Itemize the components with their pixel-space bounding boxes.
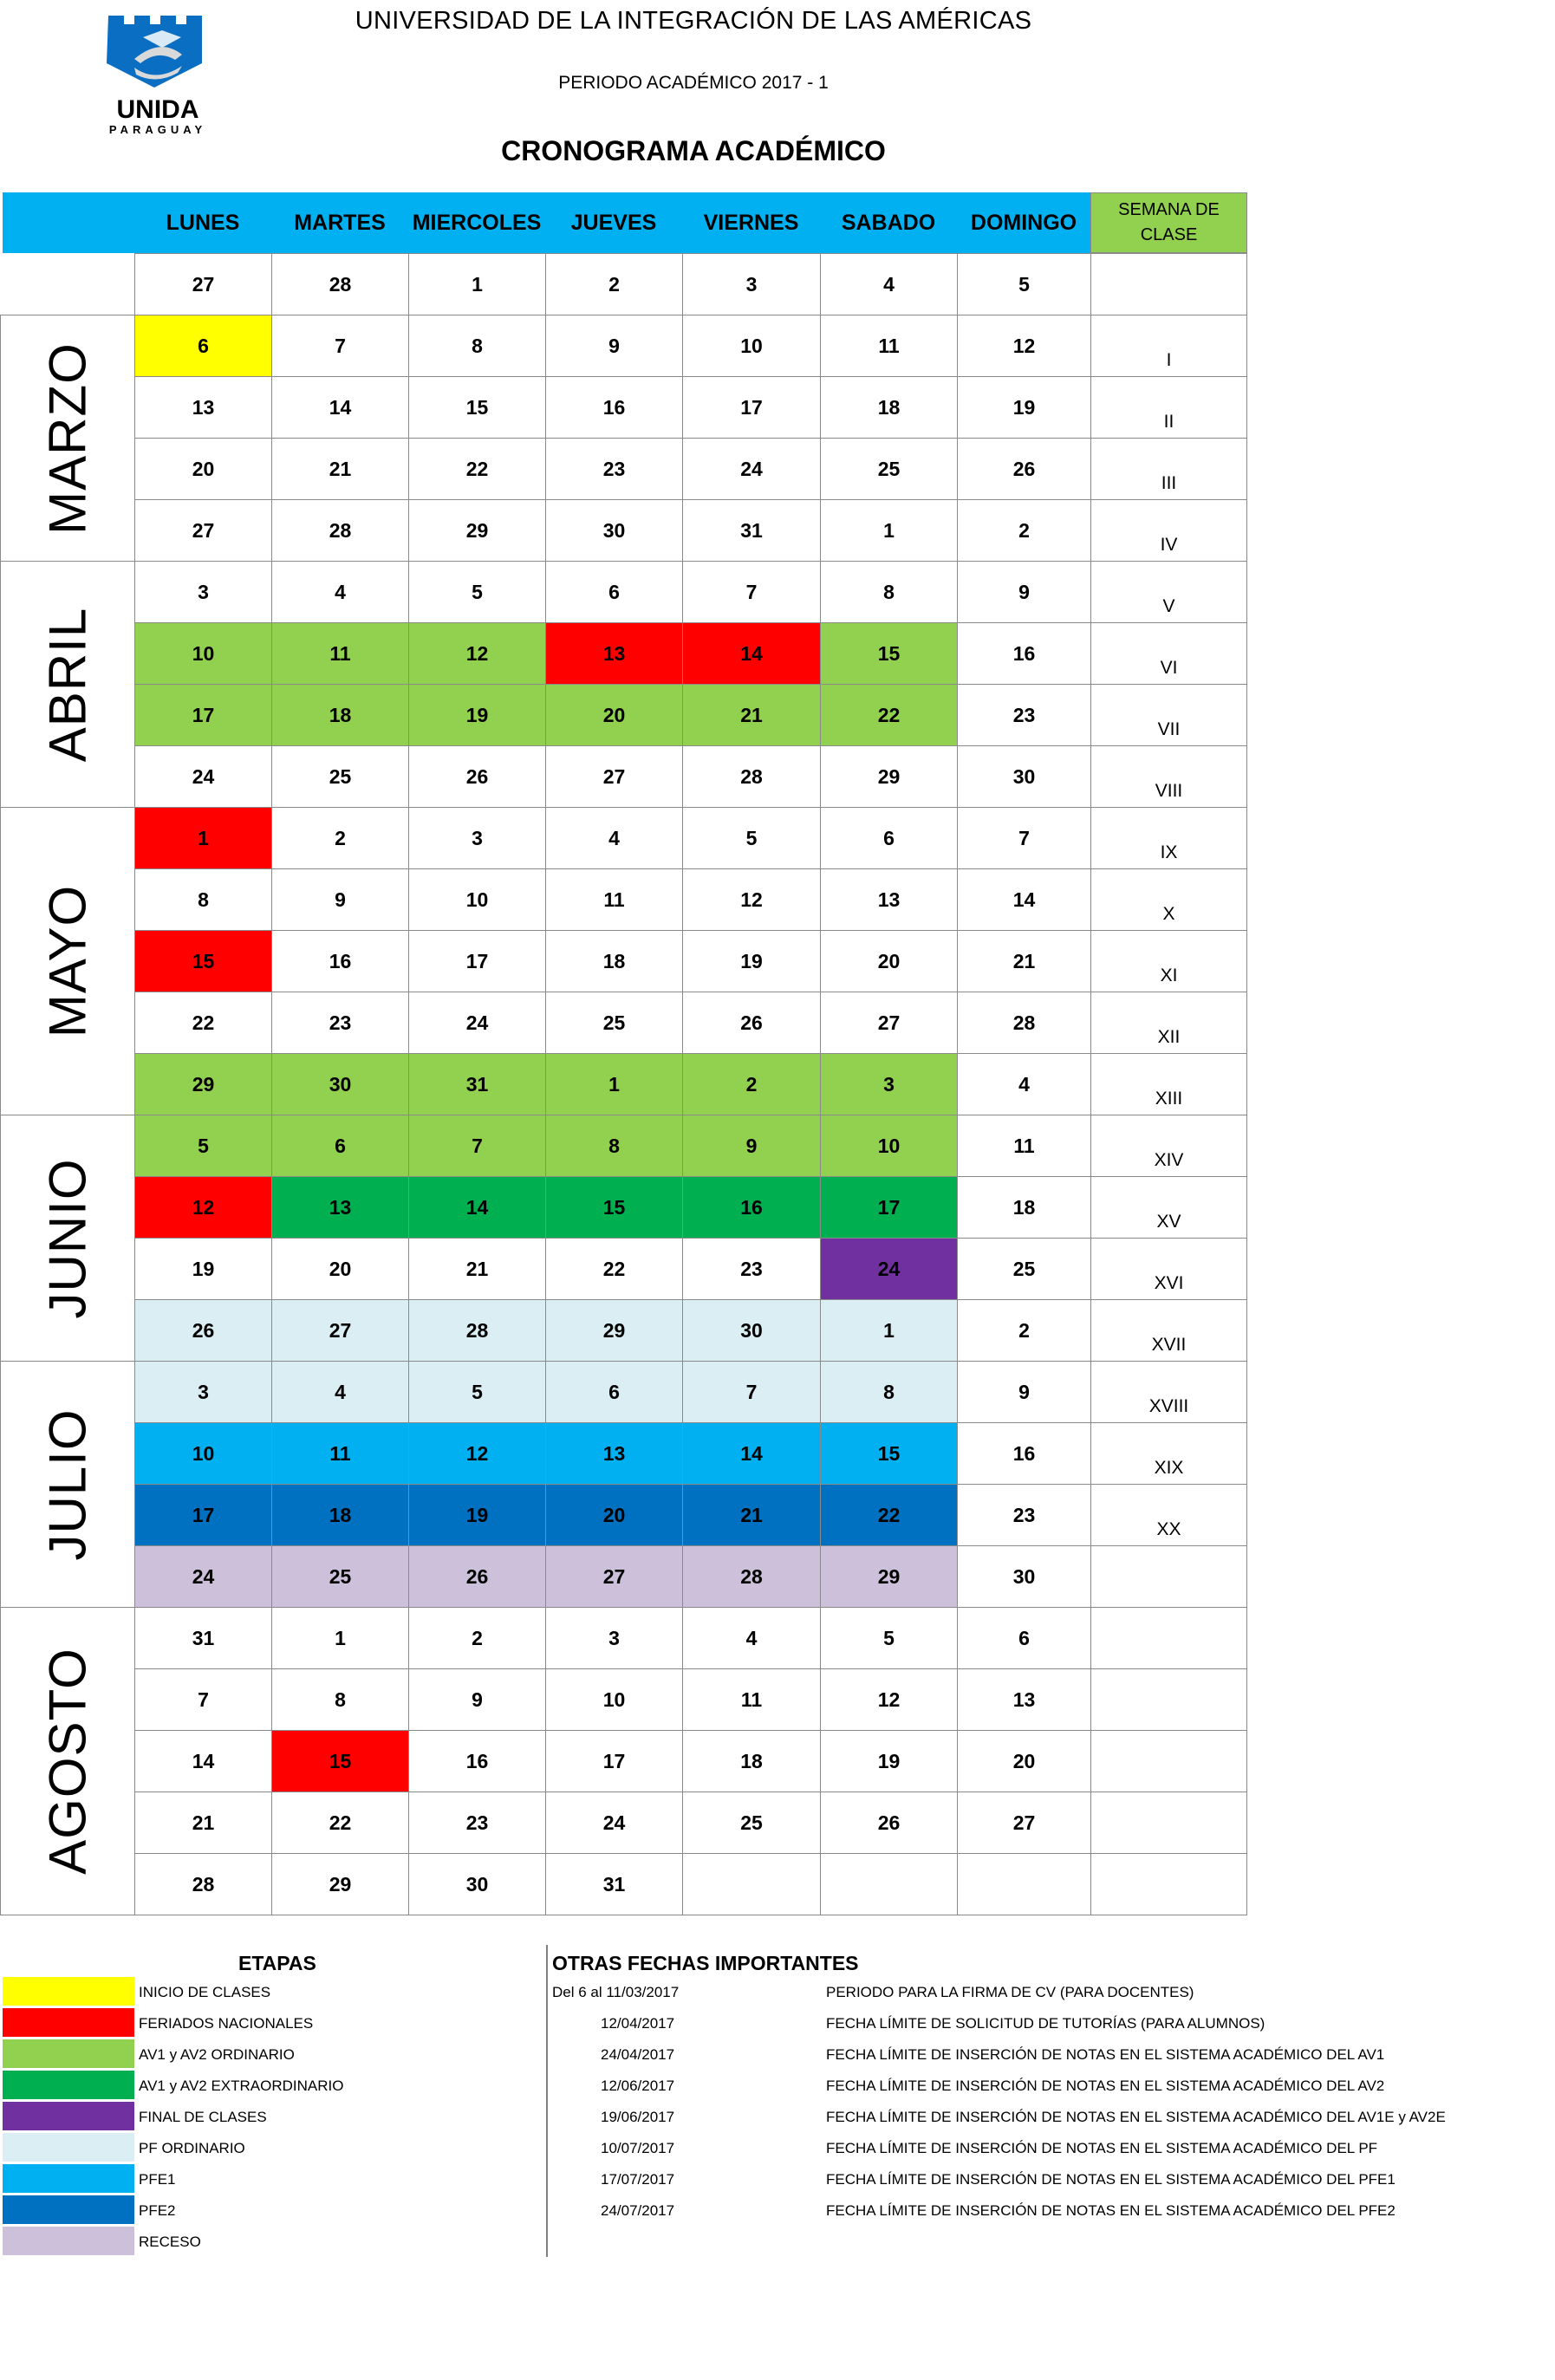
- day-cell: 23: [271, 992, 409, 1054]
- day-cell: 19: [957, 376, 1091, 439]
- day-cell: 27: [134, 499, 272, 562]
- day-cell: 11: [820, 315, 958, 377]
- day-cell: 23: [545, 438, 683, 500]
- day-cell: 15: [820, 1422, 958, 1485]
- day-cell: 28: [957, 992, 1091, 1054]
- day-cell: 7: [408, 1115, 546, 1177]
- semana-label: VII: [1157, 719, 1181, 739]
- day-cell: 18: [271, 684, 409, 746]
- etapas-title: ETAPAS: [238, 1952, 316, 1974]
- day-cell: 5: [134, 1115, 272, 1177]
- day-cell: 19: [408, 1484, 546, 1546]
- day-cell: 2: [957, 1299, 1091, 1362]
- month-name: ABRIL: [38, 607, 97, 762]
- day-cell: 26: [408, 1545, 546, 1608]
- etapa-label: FERIADOS NACIONALES: [139, 2015, 314, 2032]
- day-cell: 10: [134, 1422, 272, 1485]
- day-cell: 7: [682, 1361, 821, 1423]
- day-cell: 26: [134, 1299, 272, 1362]
- day-cell: 24: [682, 438, 821, 500]
- fecha-date: 24/07/2017: [601, 2202, 675, 2219]
- day-cell: 26: [957, 438, 1091, 500]
- semana-label: III: [1161, 473, 1177, 493]
- day-cell: 12: [408, 622, 546, 685]
- etapa-label: INICIO DE CLASES: [139, 1984, 271, 2000]
- semana-cell: [1090, 1668, 1247, 1731]
- day-cell: 18: [545, 930, 683, 992]
- day-cell: 28: [682, 1545, 821, 1608]
- day-cell: 27: [820, 992, 958, 1054]
- semana-label: VIII: [1155, 781, 1183, 801]
- day-cell: 30: [682, 1299, 821, 1362]
- day-cell: 17: [408, 930, 546, 992]
- day-cell: 5: [682, 807, 821, 869]
- day-cell: 25: [545, 992, 683, 1054]
- day-cell: 14: [682, 1422, 821, 1485]
- day-cell: 12: [820, 1668, 958, 1731]
- day-cell: 10: [134, 622, 272, 685]
- day-cell: [820, 1853, 958, 1915]
- semana-label: XVII: [1151, 1335, 1187, 1355]
- day-cell: 20: [545, 1484, 683, 1546]
- day-cell: 10: [545, 1668, 683, 1731]
- day-cell: 7: [134, 1668, 272, 1731]
- day-cell: 16: [408, 1730, 546, 1792]
- day-header-viernes: VIERNES: [703, 210, 799, 235]
- day-cell: 10: [408, 868, 546, 931]
- fecha-date: 10/07/2017: [601, 2140, 675, 2156]
- semana-label: IV: [1160, 535, 1178, 555]
- day-cell: 17: [134, 684, 272, 746]
- day-cell: 8: [408, 315, 546, 377]
- day-cell: 27: [957, 1792, 1091, 1854]
- month-label-marzo: [0, 315, 134, 562]
- fecha-description: FECHA LÍMITE DE INSERCIÓN DE NOTAS EN EL SISTEMA ACADÉMICO DEL PFE1: [826, 2171, 1396, 2188]
- day-cell: 11: [682, 1668, 821, 1731]
- day-cell: 20: [820, 930, 958, 992]
- day-cell: 31: [545, 1853, 683, 1915]
- day-header-miercoles: MIERCOLES: [412, 210, 542, 235]
- day-cell: 6: [545, 1361, 683, 1423]
- day-cell: 24: [820, 1238, 958, 1300]
- day-cell: 9: [682, 1115, 821, 1177]
- day-cell: 29: [134, 1053, 272, 1115]
- svg-text:PARAGUAY: PARAGUAY: [108, 123, 207, 136]
- day-cell: 15: [408, 376, 546, 439]
- semana-label: XIII: [1155, 1089, 1183, 1109]
- day-cell: 4: [545, 807, 683, 869]
- day-cell: 22: [820, 1484, 958, 1546]
- day-cell: 7: [957, 807, 1091, 869]
- day-cell: 2: [682, 1053, 821, 1115]
- fecha-date: 19/06/2017: [601, 2109, 675, 2125]
- day-cell: 22: [271, 1792, 409, 1854]
- day-cell: 2: [271, 807, 409, 869]
- day-cell: 4: [682, 1607, 821, 1669]
- day-cell: 17: [134, 1484, 272, 1546]
- day-cell: 11: [545, 868, 683, 931]
- fecha-date: 12/04/2017: [601, 2015, 675, 2032]
- day-cell: 26: [820, 1792, 958, 1854]
- day-cell: 19: [820, 1730, 958, 1792]
- day-cell: [682, 1853, 821, 1915]
- day-cell: 24: [134, 1545, 272, 1608]
- day-header-domingo: DOMINGO: [970, 210, 1077, 235]
- day-cell: 11: [271, 1422, 409, 1485]
- day-cell: 21: [682, 1484, 821, 1546]
- day-cell: 19: [134, 1238, 272, 1300]
- day-cell: 14: [957, 868, 1091, 931]
- day-cell: 23: [682, 1238, 821, 1300]
- day-cell: 22: [545, 1238, 683, 1300]
- day-cell: 28: [134, 1853, 272, 1915]
- semana-label: XIV: [1154, 1150, 1184, 1170]
- fecha-description: FECHA LÍMITE DE INSERCIÓN DE NOTAS EN EL SISTEMA ACADÉMICO DEL AV1E y AV2E: [826, 2109, 1446, 2125]
- etapa-swatch: [3, 2227, 134, 2255]
- day-cell: 3: [682, 253, 821, 315]
- day-cell: 20: [957, 1730, 1091, 1792]
- day-cell: 18: [820, 376, 958, 439]
- day-cell: 21: [271, 438, 409, 500]
- day-cell: 1: [134, 807, 272, 869]
- day-cell: 28: [271, 253, 409, 315]
- semana-label: II: [1163, 412, 1174, 432]
- svg-text:UNIDA: UNIDA: [116, 95, 199, 124]
- day-cell: 22: [820, 684, 958, 746]
- etapa-swatch: [3, 2008, 134, 2037]
- day-cell: 27: [134, 253, 272, 315]
- fecha-description: FECHA LÍMITE DE INSERCIÓN DE NOTAS EN EL SISTEMA ACADÉMICO DEL AV2: [826, 2078, 1385, 2094]
- day-cell: 11: [957, 1115, 1091, 1177]
- day-cell: 18: [957, 1176, 1091, 1239]
- day-cell: 13: [545, 1422, 683, 1485]
- day-cell: 5: [408, 1361, 546, 1423]
- day-cell: 28: [682, 745, 821, 808]
- semana-cell: [1090, 1792, 1247, 1854]
- day-cell: 28: [408, 1299, 546, 1362]
- day-cell: 24: [545, 1792, 683, 1854]
- day-cell: 5: [408, 561, 546, 623]
- university-title: UNIVERSIDAD DE LA INTEGRACIÓN DE LAS AMÉRICAS: [355, 7, 1032, 35]
- day-cell: 21: [682, 684, 821, 746]
- day-cell: 13: [545, 622, 683, 685]
- day-cell: 26: [408, 745, 546, 808]
- day-cell: 27: [545, 745, 683, 808]
- etapa-swatch: [3, 2164, 134, 2193]
- day-cell: 17: [682, 376, 821, 439]
- day-cell: 10: [682, 315, 821, 377]
- semana-label: XII: [1157, 1027, 1181, 1047]
- day-cell: 30: [408, 1853, 546, 1915]
- day-cell: 13: [271, 1176, 409, 1239]
- day-cell: 27: [545, 1545, 683, 1608]
- day-cell: 1: [820, 499, 958, 562]
- day-cell: 12: [134, 1176, 272, 1239]
- semana-header: SEMANA DE CLASE: [1090, 192, 1247, 253]
- day-cell: 1: [545, 1053, 683, 1115]
- day-cell: 22: [408, 438, 546, 500]
- semana-label: XIX: [1154, 1458, 1184, 1478]
- day-cell: 2: [957, 499, 1091, 562]
- day-cell: 13: [957, 1668, 1091, 1731]
- day-cell: 23: [957, 1484, 1091, 1546]
- etapa-label: AV1 y AV2 ORDINARIO: [139, 2046, 295, 2063]
- day-cell: 16: [957, 622, 1091, 685]
- day-cell: 14: [408, 1176, 546, 1239]
- day-cell: 25: [271, 1545, 409, 1608]
- otras-fechas-title: OTRAS FECHAS IMPORTANTES: [552, 1952, 859, 1974]
- semana-label: XX: [1156, 1519, 1181, 1539]
- day-cell: 25: [957, 1238, 1091, 1300]
- day-cell: 7: [271, 315, 409, 377]
- fecha-date: 17/07/2017: [601, 2171, 675, 2188]
- day-cell: 19: [682, 930, 821, 992]
- month-label-julio: [0, 1361, 134, 1608]
- semana-cell: [1090, 1607, 1247, 1669]
- semana-label: XV: [1156, 1212, 1181, 1232]
- month-label-agosto: [0, 1607, 134, 1915]
- etapa-swatch: [3, 1977, 134, 2006]
- fecha-date: Del 6 al 11/03/2017: [552, 1984, 680, 2000]
- day-cell: 9: [545, 315, 683, 377]
- day-cell: 1: [408, 253, 546, 315]
- fecha-date: 24/04/2017: [601, 2046, 675, 2063]
- day-cell: 29: [820, 1545, 958, 1608]
- day-cell: 22: [134, 992, 272, 1054]
- day-cell: 14: [134, 1730, 272, 1792]
- day-cell: 16: [545, 376, 683, 439]
- month-label-junio: [0, 1115, 134, 1362]
- day-cell: 6: [820, 807, 958, 869]
- day-cell: 30: [957, 745, 1091, 808]
- day-cell: 15: [134, 930, 272, 992]
- day-cell: 18: [682, 1730, 821, 1792]
- day-cell: 20: [271, 1238, 409, 1300]
- day-cell: 3: [820, 1053, 958, 1115]
- day-header-lunes: LUNES: [166, 210, 240, 235]
- semana-label: X: [1162, 904, 1175, 924]
- day-cell: 2: [408, 1607, 546, 1669]
- day-cell: 24: [408, 992, 546, 1054]
- fecha-date: 12/06/2017: [601, 2078, 675, 2094]
- day-cell: 1: [271, 1607, 409, 1669]
- day-cell: [957, 1853, 1091, 1915]
- day-cell: 8: [820, 1361, 958, 1423]
- etapa-swatch: [3, 2102, 134, 2130]
- day-cell: 9: [271, 868, 409, 931]
- etapa-swatch: [3, 2133, 134, 2162]
- day-cell: 21: [134, 1792, 272, 1854]
- day-cell: 8: [820, 561, 958, 623]
- semana-label: IX: [1160, 842, 1178, 862]
- semana-cell: [1090, 253, 1247, 315]
- day-cell: 1: [820, 1299, 958, 1362]
- day-cell: 11: [271, 622, 409, 685]
- page-title: CRONOGRAMA ACADÉMICO: [501, 135, 886, 166]
- semana-label: V: [1162, 596, 1175, 616]
- fecha-description: FECHA LÍMITE DE INSERCIÓN DE NOTAS EN EL SISTEMA ACADÉMICO DEL AV1: [826, 2046, 1385, 2063]
- day-cell: 13: [134, 376, 272, 439]
- etapa-label: FINAL DE CLASES: [139, 2109, 267, 2125]
- day-cell: 12: [957, 315, 1091, 377]
- day-cell: 12: [408, 1422, 546, 1485]
- semana-label: I: [1166, 350, 1172, 370]
- semana-label: VI: [1160, 658, 1178, 678]
- day-cell: 2: [545, 253, 683, 315]
- month-name: MARZO: [38, 341, 97, 535]
- day-cell: 26: [682, 992, 821, 1054]
- day-cell: 13: [820, 868, 958, 931]
- etapa-label: RECESO: [139, 2234, 201, 2250]
- day-cell: 21: [957, 930, 1091, 992]
- day-cell: 15: [545, 1176, 683, 1239]
- day-cell: 8: [271, 1668, 409, 1731]
- etapa-label: PF ORDINARIO: [139, 2140, 245, 2156]
- fecha-description: FECHA LÍMITE DE INSERCIÓN DE NOTAS EN EL SISTEMA ACADÉMICO DEL PF: [826, 2140, 1378, 2156]
- day-cell: 29: [820, 745, 958, 808]
- day-cell: 16: [682, 1176, 821, 1239]
- day-cell: 3: [134, 1361, 272, 1423]
- etapa-label: PFE2: [139, 2202, 176, 2219]
- day-cell: 28: [271, 499, 409, 562]
- day-cell: 29: [271, 1853, 409, 1915]
- day-cell: 8: [134, 868, 272, 931]
- day-cell: 31: [682, 499, 821, 562]
- day-cell: 6: [545, 561, 683, 623]
- day-cell: 25: [820, 438, 958, 500]
- fecha-description: PERIODO PARA LA FIRMA DE CV (PARA DOCENTES): [826, 1984, 1194, 2000]
- day-cell: 30: [271, 1053, 409, 1115]
- fecha-description: FECHA LÍMITE DE SOLICITUD DE TUTORÍAS (PARA ALUMNOS): [826, 2015, 1265, 2032]
- day-cell: 4: [957, 1053, 1091, 1115]
- day-cell: 24: [134, 745, 272, 808]
- day-cell: 9: [408, 1668, 546, 1731]
- day-cell: 19: [408, 684, 546, 746]
- day-cell: 31: [134, 1607, 272, 1669]
- semana-label: XI: [1160, 966, 1178, 985]
- day-cell: 30: [545, 499, 683, 562]
- day-cell: 3: [134, 561, 272, 623]
- day-cell: 16: [271, 930, 409, 992]
- day-cell: 3: [545, 1607, 683, 1669]
- day-cell: 29: [408, 499, 546, 562]
- day-cell: 17: [820, 1176, 958, 1239]
- day-cell: 23: [957, 684, 1091, 746]
- semana-label: XVI: [1154, 1273, 1184, 1293]
- day-cell: 15: [271, 1730, 409, 1792]
- etapa-label: PFE1: [139, 2171, 176, 2188]
- day-header-sabado: SABADO: [841, 210, 936, 235]
- day-cell: 6: [957, 1607, 1091, 1669]
- day-cell: 25: [271, 745, 409, 808]
- day-cell: 15: [820, 622, 958, 685]
- day-cell: 6: [271, 1115, 409, 1177]
- day-cell: 29: [545, 1299, 683, 1362]
- day-cell: 14: [271, 376, 409, 439]
- month-name: AGOSTO: [38, 1648, 97, 1875]
- etapa-swatch: [3, 2195, 134, 2224]
- day-cell: 31: [408, 1053, 546, 1115]
- semana-cell: [1090, 1730, 1247, 1792]
- day-cell: 18: [271, 1484, 409, 1546]
- legend-divider: [546, 1945, 548, 2257]
- day-cell: 20: [134, 438, 272, 500]
- day-cell: 10: [820, 1115, 958, 1177]
- day-cell: 30: [957, 1545, 1091, 1608]
- month-label-abril: [0, 561, 134, 808]
- day-cell: 4: [271, 1361, 409, 1423]
- day-header-martes: MARTES: [294, 210, 386, 235]
- day-cell: 7: [682, 561, 821, 623]
- day-header-jueves: JUEVES: [570, 210, 657, 235]
- semana-cell: [1090, 1545, 1247, 1608]
- day-cell: 9: [957, 561, 1091, 623]
- day-cell: 16: [957, 1422, 1091, 1485]
- month-name: JULIO: [38, 1408, 97, 1561]
- fecha-description: FECHA LÍMITE DE INSERCIÓN DE NOTAS EN EL SISTEMA ACADÉMICO DEL PFE2: [826, 2202, 1396, 2219]
- etapa-swatch: [3, 2071, 134, 2099]
- day-cell: 14: [682, 622, 821, 685]
- day-cell: 25: [682, 1792, 821, 1854]
- day-cell: 20: [545, 684, 683, 746]
- day-cell: 21: [408, 1238, 546, 1300]
- month-name: JUNIO: [38, 1158, 97, 1318]
- day-cell: 4: [271, 561, 409, 623]
- semana-cell: [1090, 1853, 1247, 1915]
- day-cell: 23: [408, 1792, 546, 1854]
- month-name: MAYO: [38, 884, 97, 1038]
- day-cell: 3: [408, 807, 546, 869]
- etapa-swatch: [3, 2039, 134, 2068]
- day-cell: 6: [134, 315, 272, 377]
- semana-label: XVIII: [1148, 1396, 1189, 1416]
- day-cell: 9: [957, 1361, 1091, 1423]
- etapa-label: AV1 y AV2 EXTRAORDINARIO: [139, 2078, 344, 2094]
- day-cell: 5: [957, 253, 1091, 315]
- day-cell: 27: [271, 1299, 409, 1362]
- academic-period: PERIODO ACADÉMICO 2017 - 1: [558, 73, 829, 93]
- day-cell: 4: [820, 253, 958, 315]
- day-cell: 12: [682, 868, 821, 931]
- month-label-mayo: [0, 807, 134, 1115]
- day-cell: 5: [820, 1607, 958, 1669]
- day-cell: 8: [545, 1115, 683, 1177]
- day-cell: 17: [545, 1730, 683, 1792]
